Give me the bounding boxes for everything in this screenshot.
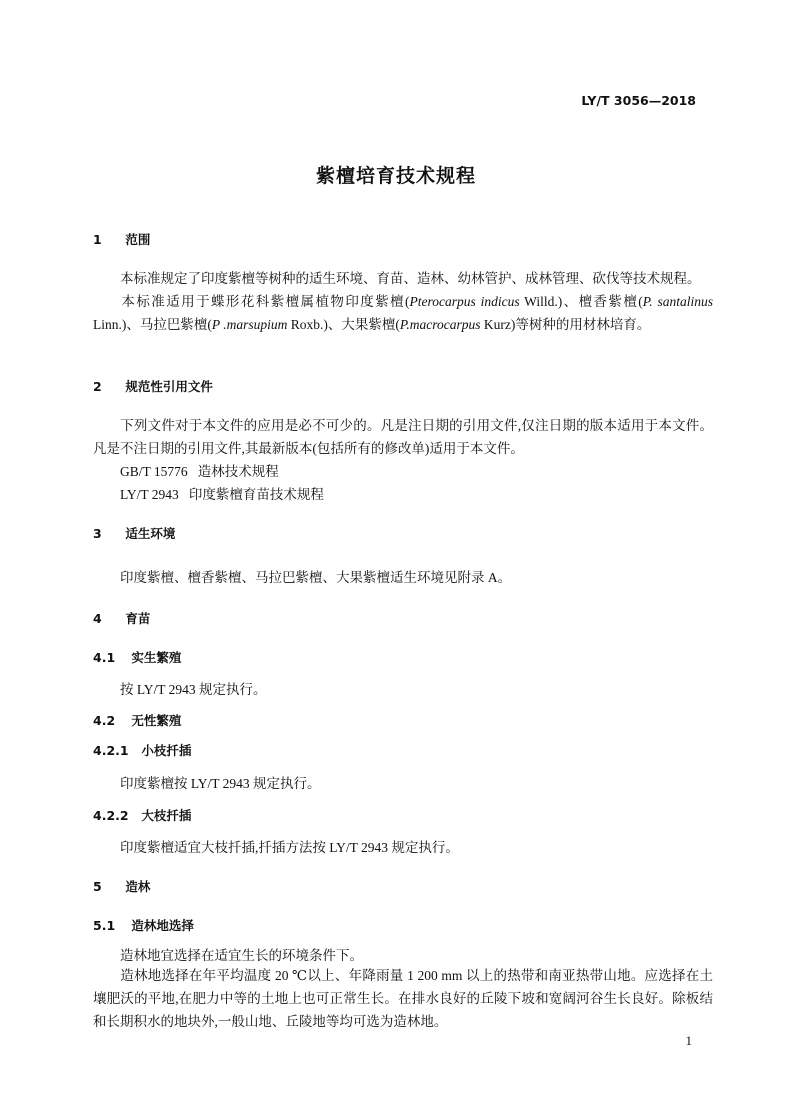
page-number: 1 bbox=[685, 1033, 692, 1048]
section-number: 4.2.1 bbox=[93, 743, 129, 758]
reference-item bbox=[120, 483, 324, 503]
paragraph-5-1-b: 造林地选择在年平均温度 20 ℃以上、年降雨量 1 200 mm 以上的热带和南亚热带山地。应选择在土壤肥沃的平地,在肥力中等的土地上也可正常生长。在排水良好的丘陵下坡和宽阔河谷生长良好。除板结和长期积水的地块外,一般山地、丘陵地等均可选为造林地。 bbox=[93, 968, 713, 1029]
section-heading-2 bbox=[93, 377, 213, 395]
subsection-heading-5-1 bbox=[93, 916, 194, 934]
reference-item bbox=[120, 460, 279, 480]
standard-code: LY/T 3056—2018 bbox=[581, 93, 696, 108]
subsection-heading-4-2-1 bbox=[93, 741, 191, 759]
section-title: 适生环境 bbox=[125, 526, 176, 541]
section-title: 大枝扦插 bbox=[141, 808, 192, 823]
section-title: 实生繁殖 bbox=[131, 650, 182, 665]
section-title: 造林地选择 bbox=[131, 918, 194, 933]
reference-code: LY/T 2943 bbox=[120, 487, 179, 502]
paragraph-4-2-2: 印度紫檀适宜大枝扦插,扦插方法按 LY/T 2943 规定执行。 bbox=[120, 840, 459, 855]
section-number: 5 bbox=[93, 879, 102, 894]
section-heading-4 bbox=[93, 609, 150, 627]
paragraph-scope-2: 本标准适用于蝶形花科紫檀属植物印度紫檀(Pterocarpus indicus Willd.)、檀香紫檀(P. santalinus Linn.)、马拉巴紫檀(P .marsupium Roxb.)、大果紫檀(P.macrocarpus Kurz)等树种的用材林培育。 bbox=[93, 294, 714, 332]
reference-name: 印度紫檀育苗技术规程 bbox=[188, 487, 324, 502]
reference-name: 造林技术规程 bbox=[197, 464, 279, 479]
section-title: 育苗 bbox=[125, 611, 151, 626]
subsection-heading-4-2 bbox=[93, 711, 181, 729]
reference-code: GB/T 15776 bbox=[120, 464, 188, 479]
paragraph-4-1: 按 LY/T 2943 规定执行。 bbox=[120, 682, 267, 697]
section-title: 小枝扦插 bbox=[141, 743, 192, 758]
document-title: 紫檀培育技术规程 bbox=[315, 165, 476, 187]
paragraph-5-1-a: 造林地宜选择在适宜生长的环境条件下。 bbox=[120, 948, 363, 963]
section-heading-3 bbox=[93, 524, 175, 542]
paragraph-4-2-1: 印度紫檀按 LY/T 2943 规定执行。 bbox=[120, 776, 321, 791]
section-number: 3 bbox=[93, 526, 102, 541]
section-number: 4 bbox=[93, 611, 102, 626]
section-title: 无性繁殖 bbox=[131, 713, 182, 728]
section-heading-5 bbox=[93, 877, 150, 895]
section-number: 2 bbox=[93, 379, 102, 394]
section-title: 规范性引用文件 bbox=[125, 379, 213, 394]
section-title: 范围 bbox=[125, 232, 151, 247]
section-title: 造林 bbox=[125, 879, 151, 894]
section-number: 5.1 bbox=[93, 918, 116, 933]
subsection-heading-4-1 bbox=[93, 648, 181, 666]
section-number: 4.2.2 bbox=[93, 808, 129, 823]
section-number: 1 bbox=[93, 232, 102, 247]
section-number: 4.2 bbox=[93, 713, 116, 728]
paragraph-references: 下列文件对于本文件的应用是必不可少的。凡是注日期的引用文件,仅注日期的版本适用于本文件。凡是不注日期的引用文件,其最新版本(包括所有的修改单)适用于本文件。 bbox=[93, 418, 713, 456]
section-heading-1 bbox=[93, 230, 150, 248]
section-number: 4.1 bbox=[93, 650, 116, 665]
subsection-heading-4-2-2 bbox=[93, 806, 191, 824]
paragraph-environment: 印度紫檀、檀香紫檀、马拉巴紫檀、大果紫檀适生环境见附录 A。 bbox=[120, 570, 512, 585]
paragraph-scope-1: 本标准规定了印度紫檀等树种的适生环境、育苗、造林、幼林管护、成林管理、砍伐等技术规程。 bbox=[120, 271, 701, 286]
